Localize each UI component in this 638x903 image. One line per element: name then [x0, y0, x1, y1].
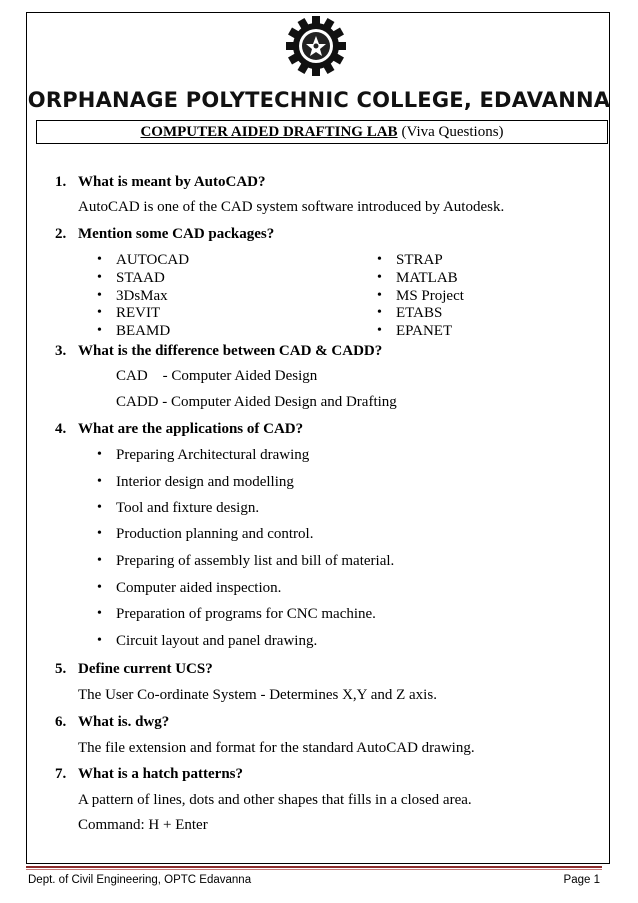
list-item: • STAAD: [116, 270, 165, 287]
question-3: What is the difference between CAD & CADD?: [78, 343, 383, 359]
list-item: • EPANET: [396, 323, 452, 340]
list-item: • REVIT: [116, 305, 160, 322]
answer-5: The User Co-ordinate System - Determines X,Y and Z axis.: [78, 687, 437, 703]
question-number: 3.: [55, 343, 67, 359]
list-item: • Production planning and control.: [116, 526, 313, 543]
list-item: • Preparing of assembly list and bill of material.: [116, 553, 394, 570]
question-number: 1.: [55, 174, 67, 190]
answer-3-line: CAD - Computer Aided Design: [116, 368, 318, 384]
answer-7: A pattern of lines, dots and other shapes that fills in a closed area.: [78, 792, 472, 808]
footer-department: Dept. of Civil Engineering, OPTC Edavanna: [28, 874, 252, 886]
list-item: • AUTOCAD: [116, 252, 189, 269]
list-item: • Interior design and modelling: [116, 474, 294, 491]
footer-page-number: Page 1: [563, 874, 600, 886]
question-6: What is. dwg?: [78, 714, 170, 730]
question-number: 4.: [55, 421, 67, 437]
college-name: ORPHANAGE POLYTECHNIC COLLEGE, EDAVANNA: [27, 88, 611, 112]
question-2: Mention some CAD packages?: [78, 226, 275, 242]
footer-divider: [26, 869, 602, 870]
list-item: • ETABS: [396, 305, 442, 322]
list-item: • STRAP: [396, 252, 443, 269]
lab-subtitle: (Viva Questions): [401, 123, 504, 140]
question-7: What is a hatch patterns?: [78, 766, 244, 782]
list-item: • Computer aided inspection.: [116, 580, 281, 597]
list-item: • MS Project: [396, 288, 464, 305]
list-item: • Preparation of programs for CNC machine.: [116, 606, 376, 623]
list-item: • Tool and fixture design.: [116, 500, 259, 517]
question-number: 6.: [55, 714, 67, 730]
question-1: What is meant by AutoCAD?: [78, 174, 266, 190]
lab-title: COMPUTER AIDED DRAFTING LAB: [140, 123, 398, 140]
answer-6: The file extension and format for the standard AutoCAD drawing.: [78, 740, 475, 756]
question-number: 5.: [55, 661, 67, 677]
list-item: • 3DsMax: [116, 288, 168, 305]
question-number: 7.: [55, 766, 67, 782]
list-item: • Circuit layout and panel drawing.: [116, 633, 317, 650]
question-5: Define current UCS?: [78, 661, 213, 677]
footer-divider: [26, 866, 602, 868]
question-number: 2.: [55, 226, 67, 242]
answer-3-line: CADD - Computer Aided Design and Drafting: [116, 394, 397, 410]
list-item: • MATLAB: [396, 270, 458, 287]
answer-7-command: Command: H + Enter: [78, 817, 208, 833]
list-item: • BEAMD: [116, 323, 170, 340]
list-item: • Preparing Architectural drawing: [116, 447, 309, 464]
answer-1: AutoCAD is one of the CAD system software introduced by Autodesk.: [78, 199, 505, 215]
question-4: What are the applications of CAD?: [78, 421, 304, 437]
